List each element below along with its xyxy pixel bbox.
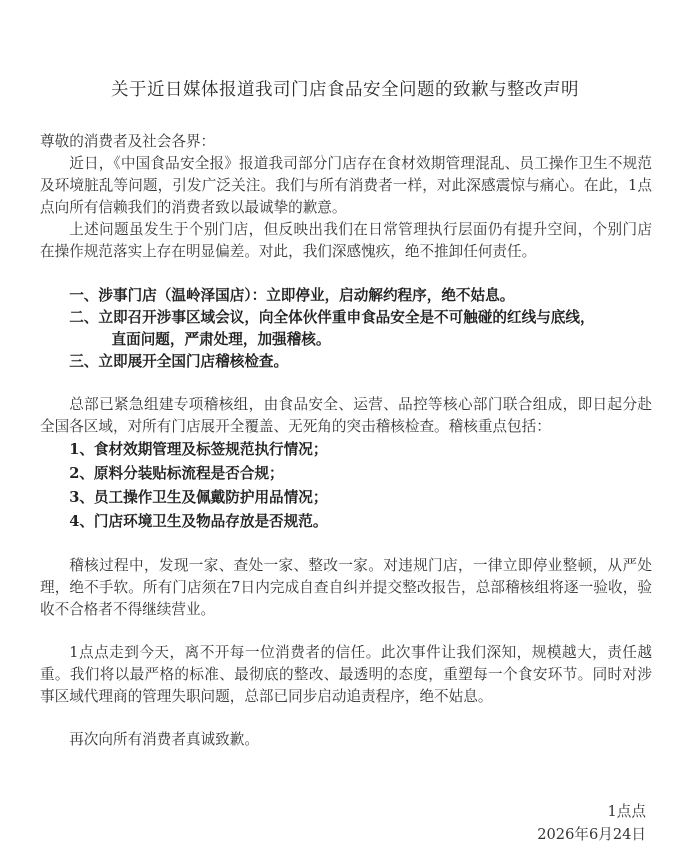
signature-org: 1点点: [607, 803, 646, 820]
audit-item-1: 1、食材效期管理及标签规范执行情况；: [69, 441, 328, 458]
signature-block: [537, 800, 646, 846]
intro-paragraph-2: 上述问题虽发生于个别门店，但反映出我们在日常管理执行层面仍有提升空间，个别门店在操作规范落实上存在明显偏差。对此，我们深感愧疚，绝不推卸任何责任。: [40, 221, 652, 260]
document-title: 关于近日媒体报道我司门店食品安全问题的致歉与整改声明: [111, 80, 579, 100]
signature-date: 2026年6月24日: [537, 826, 646, 843]
measure-item-2-text: 二、立即召开涉事区域会议，向全体伙伴重申食品安全是不可触碰的红线与底线，: [69, 309, 595, 326]
measure-item-3-text: 三、立即展开全国门店稽核检查。: [69, 353, 289, 370]
measure-item-3: [40, 351, 652, 373]
document-body: [40, 131, 652, 751]
salutation: 尊敬的消费者及社会各界：: [40, 133, 216, 150]
commitment-paragraph: 1点点走到今天，离不开每一位消费者的信任。此次事件让我们深知，规模越大，责任越重。我们将以最严格的标准、最彻底的整改、最透明的态度，重塑每一个食安环节。同时对涉事区域代理商的管理失职问题，总部已同步启动追责程序，绝不姑息。: [40, 644, 652, 705]
measure-item-1: [40, 285, 652, 307]
intro-paragraph-1: 近日，《中国食品安全报》报道我司部分门店存在食材效期管理混乱、员工操作卫生不规范及环境脏乱等问题，引发广泛关注。我们与所有消费者一样，对此深感震惊与痛心。在此，1点点向所有信赖我们的消费者致以最诚挚的歉意。: [40, 155, 652, 216]
measure-item-2-continuation: 直面问题，严肃处理，加强稽核。: [111, 331, 331, 348]
measure-item-1-text: 一、涉事门店（温岭泽国店）：立即停业，启动解约程序，绝不姑息。: [69, 287, 515, 304]
audit-result-paragraph: 稽核过程中，发现一家、查处一家、整改一家。对违规门店，一律立即停业整顿，从严处理，绝不手软。所有门店须在7日内完成自查自纠并提交整改报告，总部稽核组将逐一验收，验收不合格者不得继续营业。: [40, 557, 652, 618]
closing-line: 再次向所有消费者真诚致歉。: [69, 731, 259, 748]
audit-item-3: 3、员工操作卫生及佩戴防护用品情况；: [69, 489, 328, 506]
audit-item-2: 2、原料分装贴标流程是否合规；: [69, 465, 284, 482]
audit-item-4: 4、门店环境卫生及物品存放是否规范。: [69, 513, 328, 530]
audit-intro-paragraph: 总部已紧急组建专项稽核组，由食品安全、运营、品控等核心部门联合组成，即日起分赴全国各区域，对所有门店展开全覆盖、无死角的突击稽核检查。稽核重点包括：: [40, 396, 652, 435]
measure-item-2: [40, 307, 652, 351]
